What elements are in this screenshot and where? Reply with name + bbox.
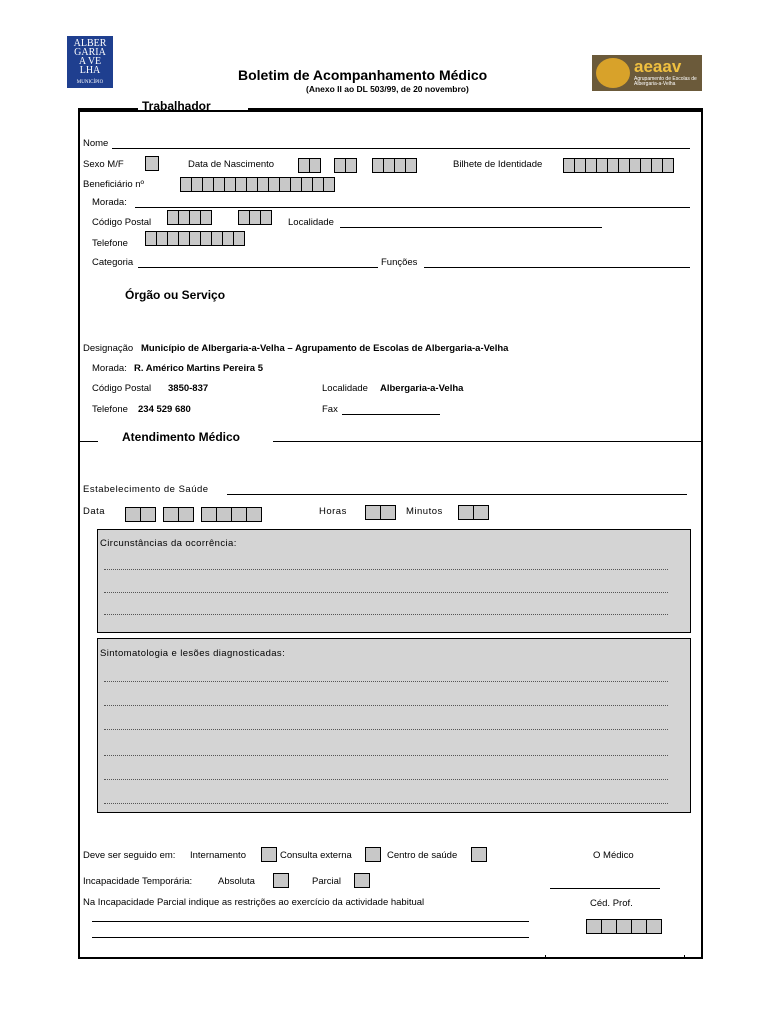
telefone-label: Telefone <box>92 238 128 249</box>
funcoes-label: Funções <box>381 257 418 268</box>
orgao-telefone-label: Telefone <box>92 404 128 415</box>
sintomatologia-line <box>104 755 668 756</box>
telefone-field[interactable] <box>145 231 244 246</box>
morada-label: Morada: <box>92 197 127 208</box>
nome-field[interactable] <box>112 148 690 149</box>
sexo-label: Sexo M/F <box>83 159 124 170</box>
page-subtitle: (Anexo II ao DL 503/99, de 20 novembro) <box>306 84 469 94</box>
section-rule <box>273 441 703 442</box>
orgao-telefone-value: 234 529 680 <box>138 404 191 415</box>
ced-prof-field[interactable] <box>586 919 661 934</box>
footer-divider <box>545 955 547 959</box>
sintomatologia-line <box>104 779 668 780</box>
orgao-localidade-value: Albergaria-a-Velha <box>380 383 464 394</box>
sintomatologia-line <box>104 681 668 682</box>
page-title: Boletim de Acompanhamento Médico <box>238 67 488 83</box>
restricoes-label: Na Incapacidade Parcial indique as restrições ao exercício da actividade habitual <box>83 897 425 908</box>
horas-label: Horas <box>319 506 347 517</box>
sintomatologia-line <box>104 729 668 730</box>
absoluta-checkbox[interactable] <box>273 873 289 888</box>
data-nascimento-ano[interactable] <box>372 158 416 173</box>
municipio-logo <box>67 36 113 88</box>
data-nascimento-dia[interactable] <box>298 158 320 173</box>
logo-line-3: A VE <box>78 56 102 67</box>
localidade-field[interactable] <box>340 227 602 228</box>
footer-divider <box>684 955 686 959</box>
sintomatologia-box[interactable] <box>97 638 691 813</box>
restricoes-field[interactable] <box>92 937 529 938</box>
sintomatologia-line <box>104 705 668 706</box>
nome-label: Nome <box>83 138 109 149</box>
codigo-postal-field-1[interactable] <box>167 210 211 225</box>
sexo-field[interactable] <box>145 156 159 171</box>
logo-line-1: ALBER <box>73 38 107 49</box>
data-nascimento-mes[interactable] <box>334 158 356 173</box>
aeaav-logo-caption: Agrupamento de Escolas de Albergaria-a-Velha <box>634 76 697 87</box>
ced-prof-label: Céd. Prof. <box>590 898 633 909</box>
beneficiario-label: Beneficiário nº <box>83 179 145 190</box>
restricoes-field[interactable] <box>92 921 529 922</box>
circunstancias-label: Circunstâncias da ocorrência: <box>100 538 237 549</box>
estabelecimento-label: Estabelecimento de Saúde <box>83 484 209 495</box>
estabelecimento-field[interactable] <box>227 494 687 495</box>
funcoes-field[interactable] <box>424 267 690 268</box>
consulta-label: Consulta externa <box>280 850 352 861</box>
atendimento-data-ano[interactable] <box>201 507 261 522</box>
circunstancias-line <box>104 614 668 615</box>
data-nascimento-label: Data de Nascimento <box>188 159 275 170</box>
orgao-fax-field[interactable] <box>342 414 440 415</box>
parcial-label: Parcial <box>312 876 342 887</box>
orgao-localidade-label: Localidade <box>322 383 368 394</box>
section-title-atendimento: Atendimento Médico <box>122 430 241 444</box>
consulta-checkbox[interactable] <box>365 847 381 862</box>
sintomatologia-label: Sintomatologia e lesões diagnosticadas: <box>100 648 286 659</box>
categoria-label: Categoria <box>92 257 134 268</box>
bilhete-field[interactable] <box>563 158 673 173</box>
logo-line-2: GARIA <box>74 47 106 58</box>
atendimento-data-label: Data <box>83 506 106 517</box>
section-title-orgao: Órgão ou Serviço <box>125 288 226 302</box>
section-rule <box>78 441 98 442</box>
medico-label: O Médico <box>593 850 634 861</box>
beneficiario-field[interactable] <box>180 177 334 192</box>
designacao-value: Município de Albergaria-a-Velha – Agrupamento de Escolas de Albergaria-a-Velha <box>141 343 509 354</box>
circunstancias-box[interactable] <box>97 529 691 633</box>
aeaav-logo <box>592 55 702 91</box>
incapacidade-label: Incapacidade Temporária: <box>83 876 193 887</box>
atendimento-data-mes[interactable] <box>163 507 193 522</box>
orgao-codigo-postal-value: 3850-837 <box>168 383 209 394</box>
section-title-trabalhador: Trabalhador <box>142 99 211 113</box>
aeaav-emblem-icon <box>596 58 630 88</box>
internamento-label: Internamento <box>190 850 246 861</box>
absoluta-label: Absoluta <box>218 876 255 887</box>
aeaav-logo-text: aeaav <box>634 57 682 76</box>
designacao-label: Designação <box>83 343 134 354</box>
categoria-field[interactable] <box>138 267 378 268</box>
parcial-checkbox[interactable] <box>354 873 370 888</box>
logo-caption: MUNICÍPIO <box>76 80 104 85</box>
horas-field[interactable] <box>365 505 395 520</box>
atendimento-data-dia[interactable] <box>125 507 155 522</box>
circunstancias-line <box>104 592 668 593</box>
medico-signature-field[interactable] <box>550 888 660 889</box>
section-rule <box>248 108 703 110</box>
centro-checkbox[interactable] <box>471 847 487 862</box>
localidade-label: Localidade <box>288 217 334 228</box>
codigo-postal-field-2[interactable] <box>238 210 271 225</box>
morada-field[interactable] <box>135 207 690 208</box>
orgao-morada-value: R. Américo Martins Pereira 5 <box>134 363 264 374</box>
orgao-morada-label: Morada: <box>92 363 127 374</box>
orgao-fax-label: Fax <box>322 404 338 415</box>
section-rule <box>78 108 138 110</box>
orgao-codigo-postal-label: Código Postal <box>92 383 152 394</box>
codigo-postal-label: Código Postal <box>92 217 152 228</box>
logo-line-4: LHA <box>79 65 101 76</box>
minutos-label: Minutos <box>406 506 443 517</box>
bilhete-label: Bilhete de Identidade <box>453 159 543 170</box>
internamento-checkbox[interactable] <box>261 847 277 862</box>
seguido-label: Deve ser seguido em: <box>83 850 176 861</box>
sintomatologia-line <box>104 803 668 804</box>
centro-label: Centro de saúde <box>387 850 458 861</box>
circunstancias-line <box>104 569 668 570</box>
minutos-field[interactable] <box>458 505 488 520</box>
